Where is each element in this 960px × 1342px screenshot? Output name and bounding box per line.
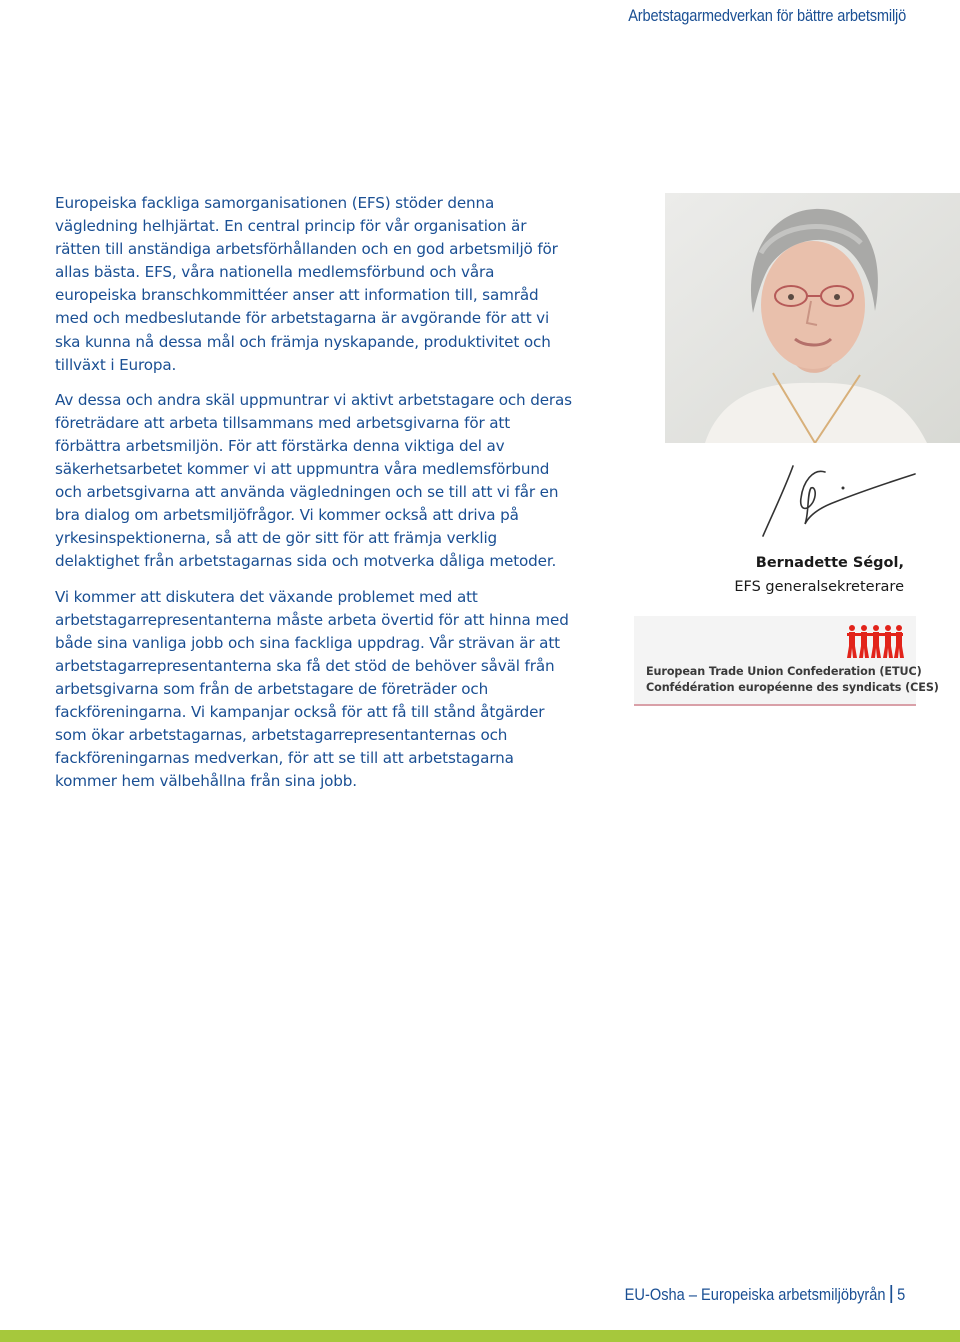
portrait-icon bbox=[665, 193, 960, 443]
footer-publisher: EU-Osha – Europeiska arbetsmiljöbyrån bbox=[624, 1285, 886, 1304]
footer-color-bar bbox=[0, 1330, 960, 1342]
etuc-logo bbox=[634, 616, 939, 706]
footer-separator bbox=[890, 1285, 891, 1303]
page-number: 5 bbox=[896, 1285, 905, 1304]
signature bbox=[755, 458, 925, 548]
paragraph-3: Vi kommer att diskutera det växande problemet med att arbetstagarrepresentanterna måste arbeta övertid för att hinna med både sina vanliga jobb och sina fackliga uppdrag. Vår strävan är att arbetstagarrepresentanterna ska få det stöd de behöver såväl från arbetsgivarna som från de arbetstagare de företräder och fackföreningarna. Vi kampanjar också för att få till stånd åtgärder som ökar arbetstagarnas, arbetstagarrepresentanternas och fackföreningarnas medverkan, för att se till att arbetstagarna kommer hem välbehållna från sina jobb. bbox=[55, 587, 569, 791]
logo-text-english: European Trade Union Confederation (ETUC) bbox=[646, 665, 922, 678]
paragraph-2: Av dessa och andra skäl uppmuntrar vi aktivt arbetstagare och deras företrädare att arbeta tillsammans med arbetsgivarna för att förbättra arbetsmiljön. För att förstärka denna viktiga del av säkerhetsarbetet kommer vi att uppmuntra våra medlemsförbund och arbetsgivarna att använda vägledningen och se till att vi får en bra dialog om arbetsmiljöfrågor. Vi kommer också att driva på yrkesinspektionerna, så att de gör sitt för att främja verklig delaktighet från arbetstagarnas sida och motverka dåliga metoder. bbox=[55, 390, 572, 571]
signatory-title: EFS generalsekreterare bbox=[734, 579, 904, 595]
signature-icon bbox=[755, 458, 925, 548]
signatory-name: Bernadette Ségol, bbox=[755, 555, 904, 571]
page-footer bbox=[624, 1285, 905, 1305]
logo-text-french: Confédération européenne des syndicats (CES) bbox=[646, 681, 939, 694]
main-text bbox=[55, 192, 575, 805]
etuc-figures-icon bbox=[846, 624, 904, 660]
running-header: Arbetstagarmedverkan för bättre arbetsmiljö bbox=[628, 6, 906, 25]
paragraph-1: Europeiska fackliga samorganisationen (EFS) stöder denna vägledning helhjärtat. En central princip för vår organisation är rätten till anständiga arbetsförhållanden och en god arbetsmiljö för allas bästa. EFS, våra nationella medlemsförbund och våra europeiska branschkommittéer anser att information till, samråd med och medbeslutande för arbetstagarna är avgörande för att vi ska kunna nå dessa mål och främja nyskapande, produktivitet och tillväxt i Europa. bbox=[55, 194, 558, 374]
portrait-photo bbox=[665, 193, 960, 443]
